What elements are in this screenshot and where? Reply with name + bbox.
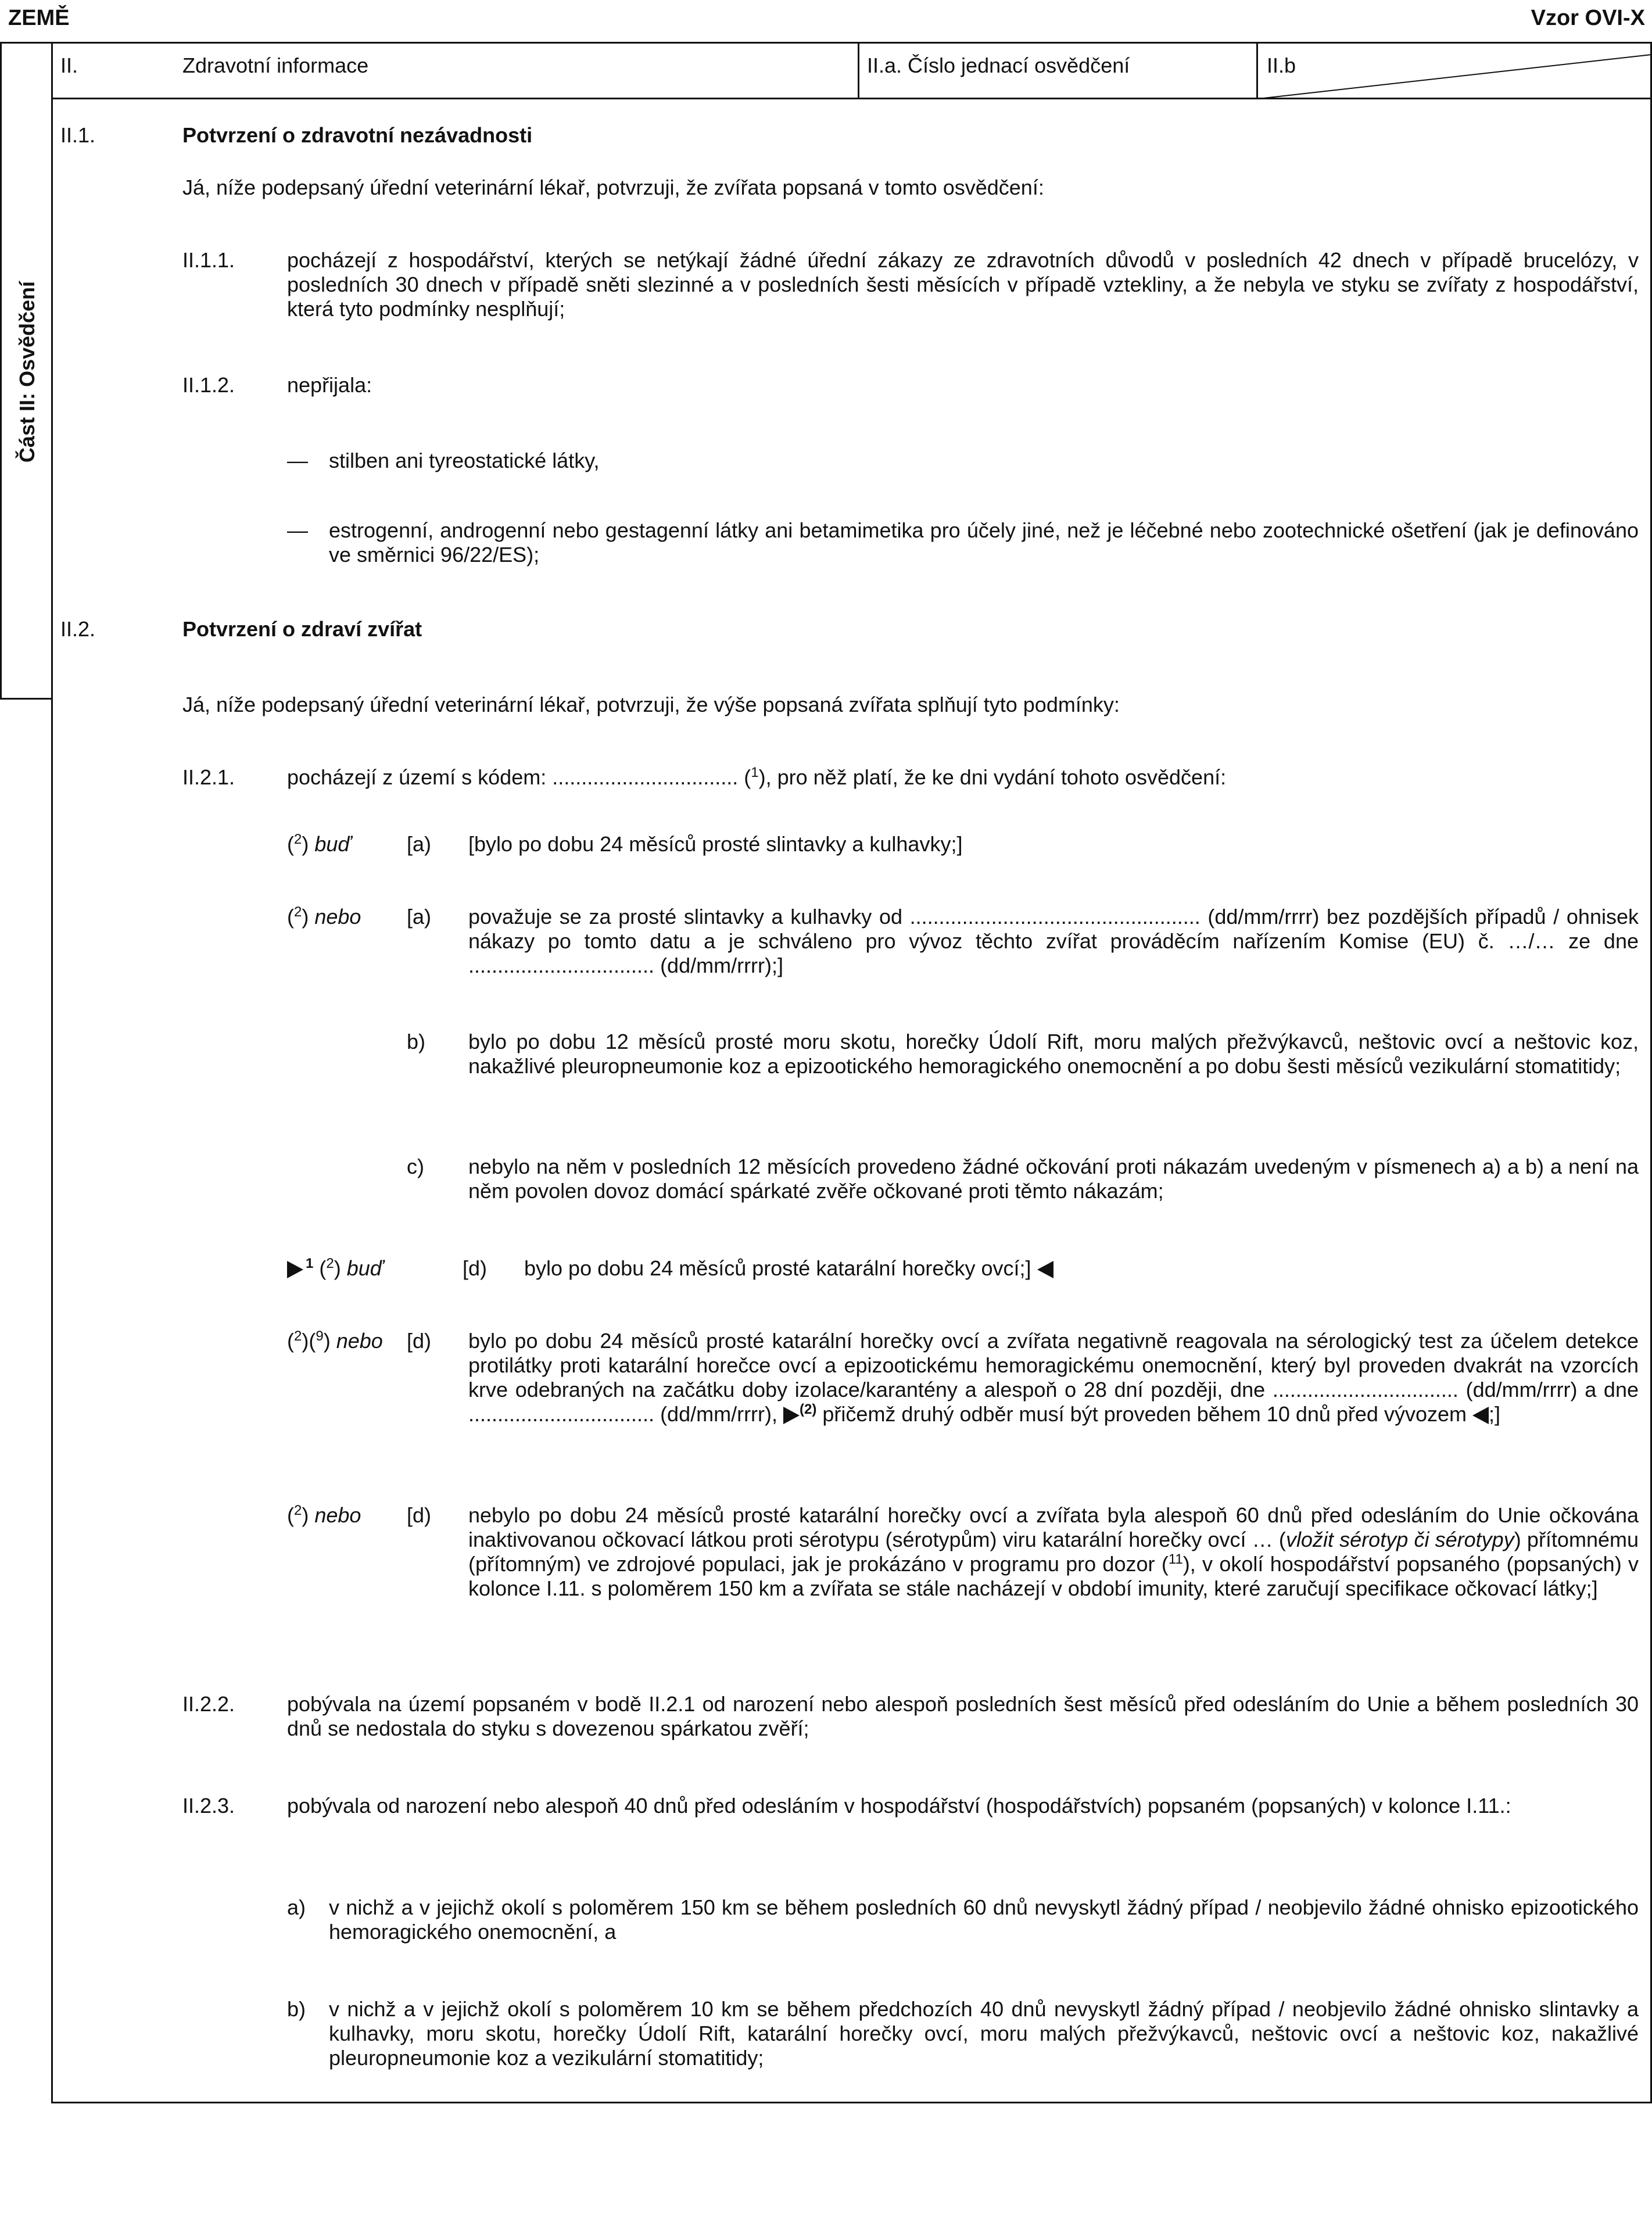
insert-end-icon [1037, 1261, 1053, 1278]
r3-text: bylo po dobu 12 měsíců prosté moru skotu, horečky Údolí Rift, moru malých přežvýkavců, neštovic ovcí a neštovic koz, nakažlivé pleuropneumonie koz a epizootického hemoragického onemocnění a po dobu šesti měsíců vezikulární stomatitidy; [468, 1030, 1639, 1078]
r6-condition: ($^2$)($^9$) nebo [287, 1328, 383, 1353]
diagonal-strike [1258, 42, 1652, 99]
s1-intro: Já, níže podepsaný úřední veterinární lékař, potvrzuji, že zvířata popsaná v tomto osvědčení: [182, 175, 1044, 199]
s1-title: Potvrzení o zdravotní nezávadnosti [182, 123, 533, 147]
frame-bottom [51, 2102, 1652, 2103]
s2-number: II.2. [60, 617, 96, 641]
r3-letter: b) [407, 1030, 426, 1053]
reference-label: II.a. Číslo jednací osvědčení [867, 53, 1130, 77]
s2-title: Potvrzení o zdraví zvířat [182, 617, 422, 641]
s21-text: pocházejí z území s kódem: ................................ ($^1$), pro něž platí, že ke dni vydání tohoto osvědčení: [287, 765, 1227, 789]
s12-dash-2: — [287, 518, 308, 542]
s23-a-text: v nichž a v jejichž okolí s poloměrem 150 km se během posledních 60 dnů nevyskytl žádný případ / neobjevilo žádné ohnisko epizootického hemoragického onemocnění, a [329, 1895, 1639, 1944]
s11-number: II.1.1. [182, 248, 235, 272]
s21-number: II.2.1. [182, 765, 235, 789]
s22-number: II.2.2. [182, 1692, 235, 1716]
r2-letter: [a) [407, 905, 432, 929]
s12-item-1: stilben ani tyreostatické látky, [329, 449, 600, 472]
s23-number: II.2.3. [182, 1794, 235, 1818]
s23-text: pobývala od narození nebo alespoň 40 dnů před odesláním v hospodářství (hospodářstvích) popsaném (popsaných) v kolonce I.11.: [287, 1794, 1511, 1818]
country-label: ZEMĚ [8, 6, 70, 30]
s12-text: nepřijala: [287, 373, 372, 397]
r1-condition: ($^2$) buď [287, 831, 351, 856]
r5-text: bylo po dobu 24 měsíců prosté katarální horečky ovcí;] [524, 1256, 1053, 1281]
r4-letter: c) [407, 1155, 424, 1178]
s11-text: pocházejí z hospodářství, kterých se netýkají žádné úřední zákazy ze zdravotních důvodů v posledních 42 dnech v případě brucelózy, v posledních 30 dnech v případě sněti slezinné a v posledních šesti měsících v případě vztekliny, a že nebyla ve styku se zvířaty z hospodářství, která tyto podmínky nesplňují; [287, 248, 1639, 321]
r7-text: nebylo po dobu 24 měsíců prosté katarální horečky ovcí a zvířata byla alespoň 60 dnů před odesláním do Unie očkována inaktivovanou očkovací látkou proti sérotypu (sérotypům) viru katarální horečky ovcí … (vložit sérotyp či sérotypy) přítomnému (přítomným) ve zdrojové populaci, jak je prokázáno v programu pro dozor ($^{11}$), v okolí hospodářství popsaného (popsaných) v kolonce I.11. s poloměrem 150 km a zvířata se stále nacházejí v období imunity, které zaručují specifikace očkovací látky;] [468, 1503, 1639, 1600]
r2-condition: ($^2$) nebo [287, 904, 361, 929]
s12-number: II.1.2. [182, 373, 235, 397]
s23-b-text: v nichž a v jejichž okolí s poloměrem 10 km se během předchozích 40 dnů nevyskytl žádný případ / neobjevilo žádné ohnisko slintavky a kulhavky, moru skotu, horečky Údolí Rift, katarální horečky ovcí, moru malých přežvýkavců, neštovic ovcí a neštovic koz, nakažlivé pleuropneumonie koz a vezikulární stomatitidy; [329, 1997, 1639, 2070]
insert-start-icon [783, 1407, 800, 1424]
s22-text: pobývala na území popsaném v bodě II.2.1 od narození nebo alespoň posledních šest měsíců před odesláním do Unie a během posledních 30 dnů se nedostala do styku s dovezenou spárkatou zvěří; [287, 1692, 1639, 1740]
r6-text: bylo po dobu 24 měsíců prosté katarální horečky ovcí a zvířata negativně reagovala na sérologický test za účelem detekce protilátky proti katarální horečce ovcí a epizootickému hemoragickému onemocnění, který byl proveden dvakrát na vzorcích krve odebraných na začátku doby izolace/karantény a alespoň o 28 dní později, dne ................................ (dd/mm/rrrr) a dne ................................ (dd/mm/rrrr), $^{(2)}$ přičemž druhý odběr musí být proveden během 10 dnů před vývozem ;] [468, 1329, 1639, 1426]
r7-condition: ($^2$) nebo [287, 1503, 361, 1527]
model-label: Vzor OVI-X [1531, 6, 1645, 30]
r1-letter: [a) [407, 832, 432, 856]
s23-b-letter: b) [287, 1997, 306, 2021]
r1-text: [bylo po dobu 24 měsíců prosté slintavky a kulhavky;] [468, 832, 963, 856]
frame-inner-left [51, 42, 53, 2103]
side-label-box [7, 45, 48, 698]
side-frame-left [0, 42, 2, 700]
r6-letter: [d) [407, 1329, 432, 1353]
section-title: Zdravotní informace [182, 53, 369, 77]
r5-condition: $^1$ ($^2$) buď [287, 1256, 383, 1281]
s1-number: II.1. [60, 123, 96, 147]
r2-text: považuje se za prosté slintavky a kulhavky od .................................................. (dd/mm/rrrr) bez pozdějších případů / ohnisek nákazy po tomto datu a je schváleno pro vývoz těchto zvířat prováděcím nařízením Komise (EU) č. …/… ze dne ................................ (dd/mm/rrrr);] [468, 905, 1639, 977]
s23-a-letter: a) [287, 1895, 306, 1919]
s12-dash-1: — [287, 449, 308, 472]
s12-item-2: estrogenní, androgenní nebo gestagenní látky ani betamimetika pro účely jiné, než je léčebné nebo zootechnické ošetření (jak je definováno ve směrnici 96/22/ES); [329, 518, 1639, 567]
insert-start-icon [287, 1261, 303, 1278]
insert-end-icon [1472, 1407, 1489, 1424]
s2-intro: Já, níže podepsaný úřední veterinární lékař, potvrzuji, že výše popsaná zvířata splňují tyto podmínky: [182, 693, 1120, 716]
r4-text: nebylo na něm v posledních 12 měsících provedeno žádné očkování proti nákazám uvedeným v písmenech a) a b) a není na něm povolen dovoz domácí spárkaté zvěře očkované proti těmto nákazám; [468, 1155, 1639, 1203]
reference-b-label: II.b [1267, 53, 1296, 77]
section-number: II. [60, 53, 78, 77]
header-divider-1 [858, 42, 859, 99]
r5-letter: [d) [463, 1256, 488, 1280]
side-label: Část II: Osvědčení [15, 281, 39, 463]
r7-letter: [d) [407, 1503, 432, 1527]
